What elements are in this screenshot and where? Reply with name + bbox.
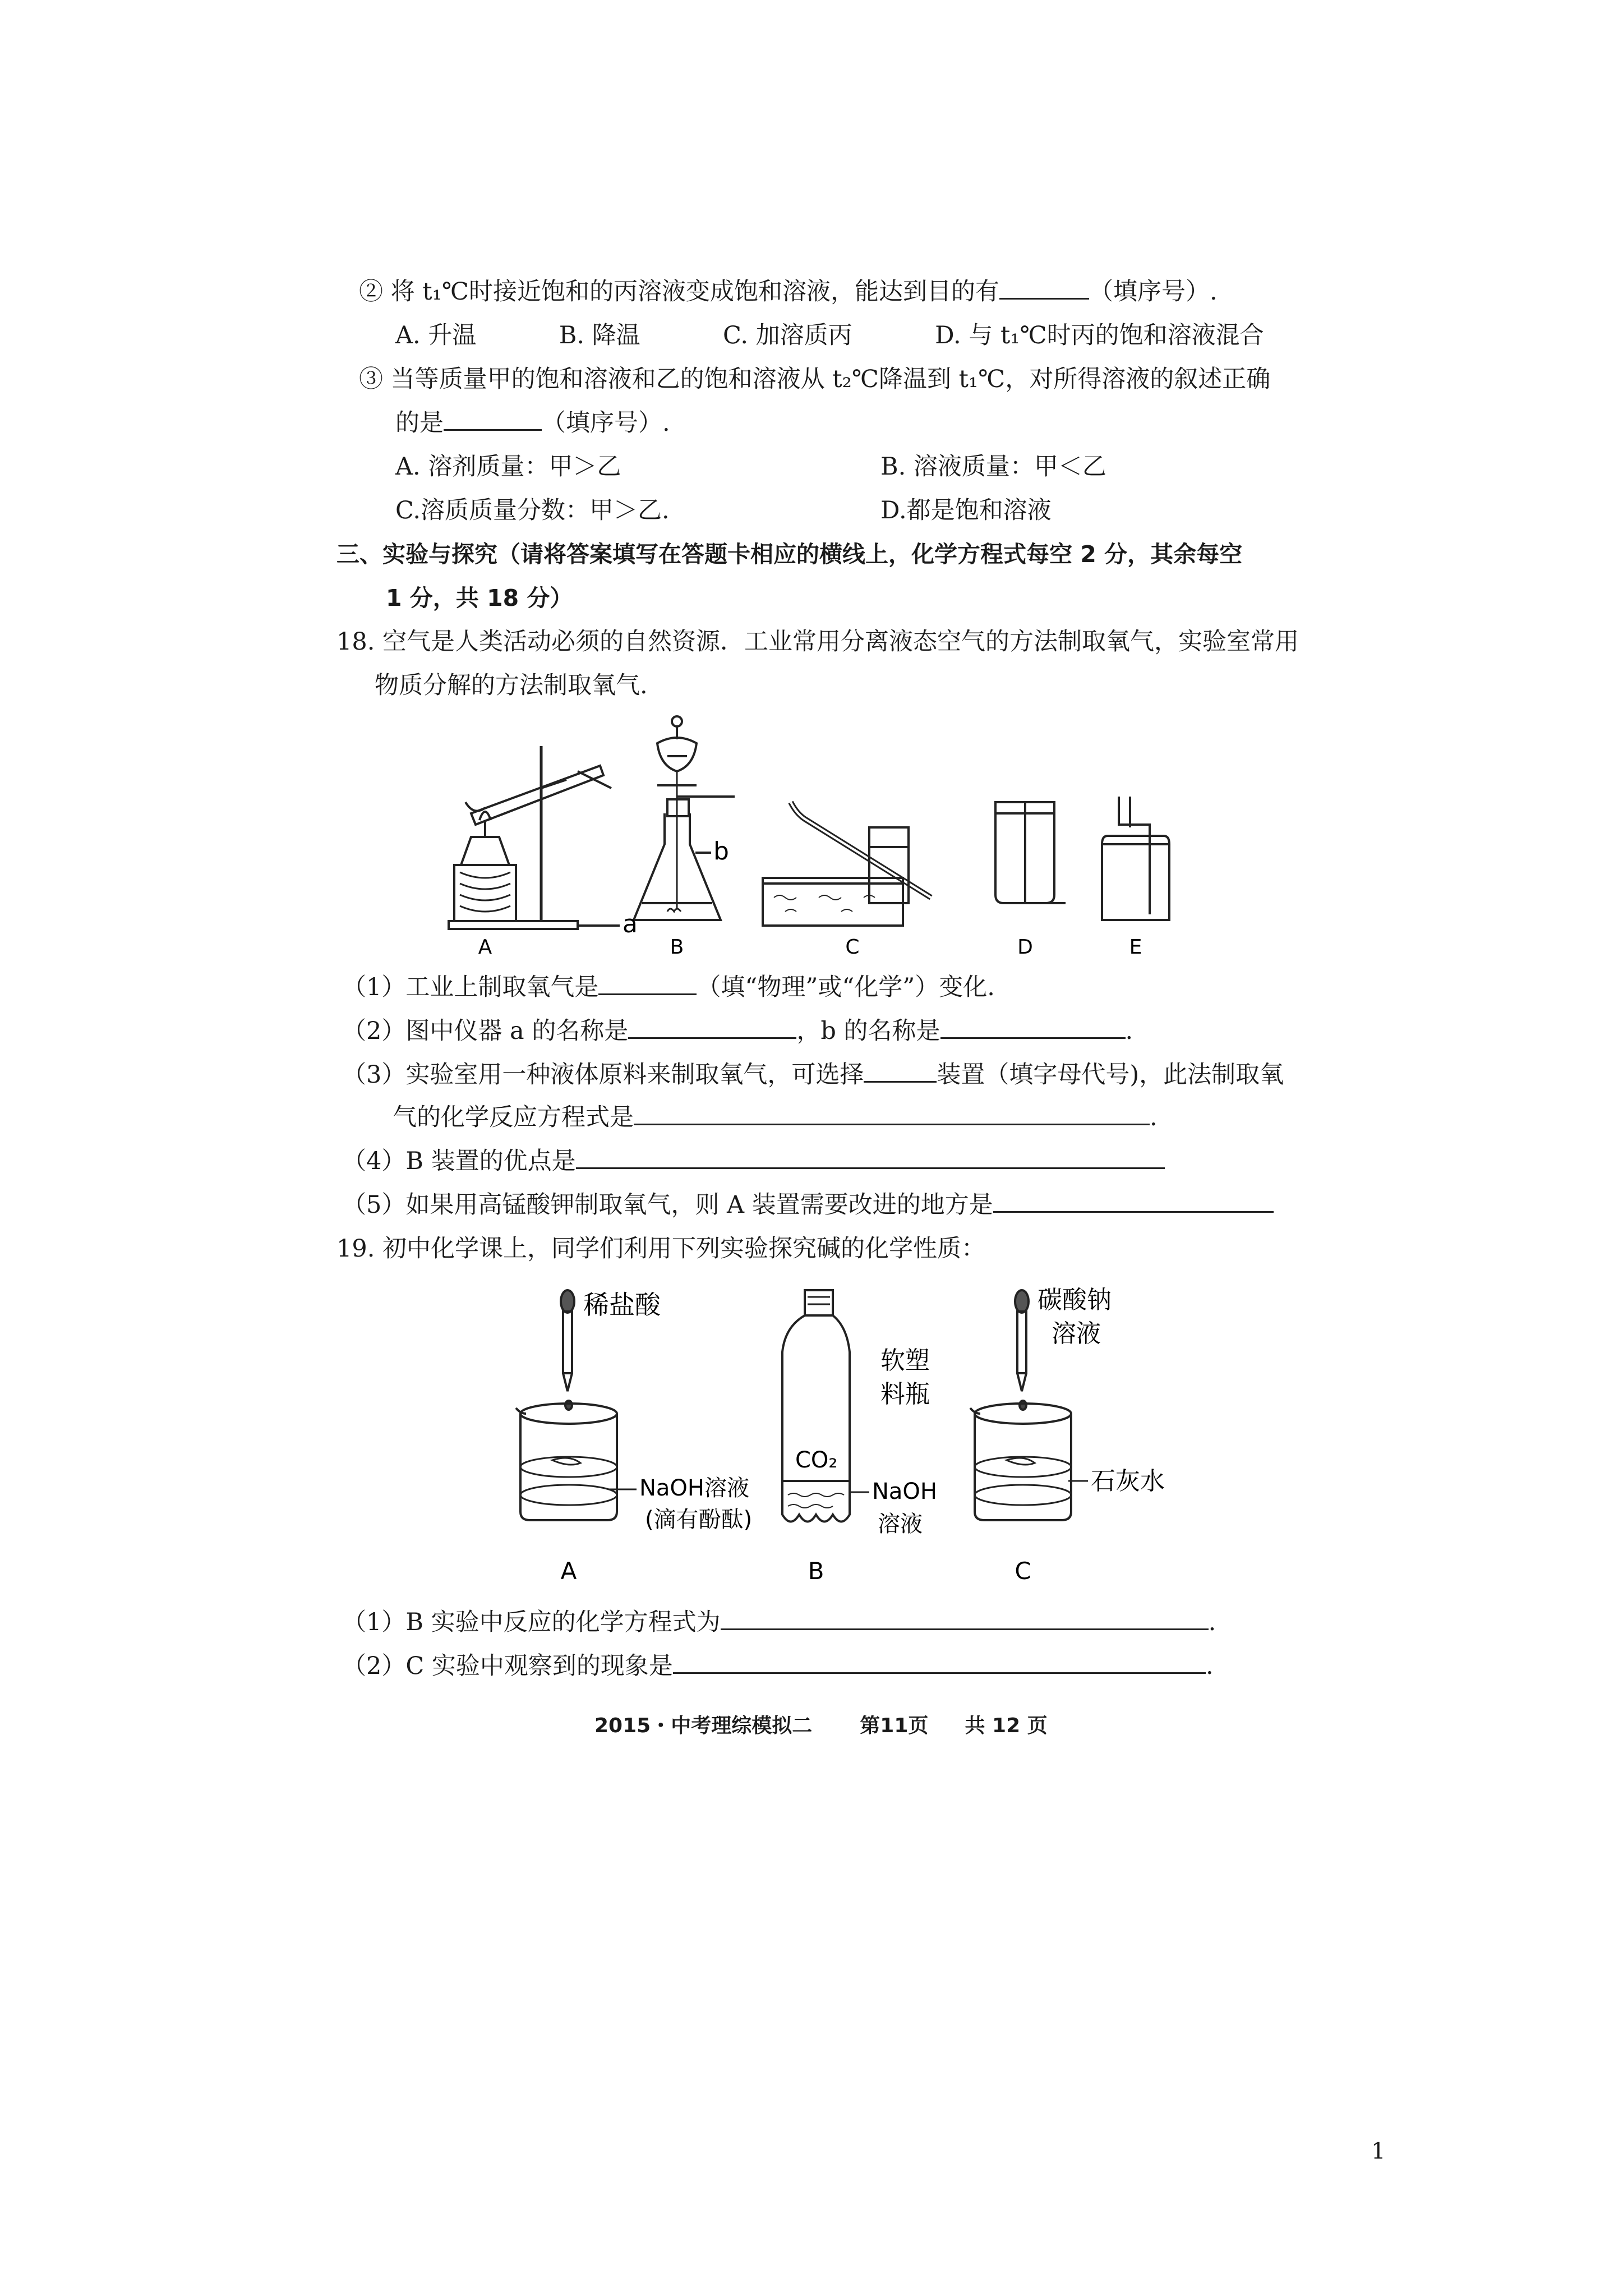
section-title: 三、实验与探究（请将答案填写在答题卡相应的横线上，化学方程式每空 2 分，其余每空 [336, 541, 1243, 568]
apparatus-c [763, 802, 931, 926]
q18-sub3-cont: 气的化学反应方程式是 . [393, 1101, 1158, 1134]
fig-label-b: B [670, 936, 684, 959]
q17-part3-line1: ③ 当等质量甲的饱和溶液和乙的饱和溶液从 t₂℃降温到 t₁℃，对所得溶液的叙述正确 [359, 365, 1271, 393]
fig-label-e: E [1129, 936, 1142, 959]
q18-sub3: （3）实验室用一种液体原料来制取氧气，可选择 装置（填字母代号)，此法制取氧 [342, 1058, 1284, 1092]
answer-blank[interactable] [999, 275, 1089, 300]
fig-label-b: B [808, 1557, 824, 1585]
fig-label-c: C [1015, 1557, 1031, 1585]
answer-blank[interactable] [940, 1015, 1126, 1039]
q18-sub4: （4）B 装置的优点是 [342, 1144, 1165, 1178]
q18-sub2: （2）图中仪器 a 的名称是 ，b 的名称是 . [342, 1014, 1133, 1048]
q17-option-b: B. 溶液质量：甲＜乙 [880, 453, 1106, 481]
soft-bottle-label-1: 软塑 [880, 1346, 930, 1375]
sodium-carbonate-label-1: 碳酸钠 [1038, 1286, 1112, 1314]
q17-part2-options [395, 319, 1264, 352]
instrument-label-b: b [713, 837, 729, 866]
naoh-label-1: NaOH [872, 1479, 937, 1504]
q17-option-c: C.溶质质量分数：甲＞乙. [395, 496, 670, 524]
fig-label-c: C [845, 936, 860, 959]
answer-blank[interactable] [634, 1101, 1150, 1125]
answer-blank[interactable] [721, 1606, 1209, 1630]
beaker-a [516, 1290, 637, 1520]
fig-label-a: A [560, 1557, 577, 1585]
soft-plastic-bottle [782, 1290, 869, 1522]
naoh-label-2: 溶液 [878, 1511, 923, 1537]
q17-option-d: D.都是饱和溶液 [880, 496, 1052, 524]
apparatus-a [449, 746, 620, 929]
q19-sub2: （2）C 实验中观察到的现象是 . [342, 1649, 1214, 1683]
naoh-solution-label: NaOH溶液 [639, 1475, 749, 1501]
q18-sub1: （1）工业上制取氧气是 （填“物理”或“化学”）变化. [342, 970, 995, 1004]
q19-experiment-figure [505, 1273, 1245, 1599]
answer-blank[interactable] [864, 1059, 937, 1083]
page-number: 1 [1371, 2138, 1386, 2164]
page-footer: 2015・中考理综模拟二 第11页 共 12 页 [594, 1714, 1048, 1737]
answer-blank[interactable] [628, 1015, 796, 1039]
answer-blank[interactable] [598, 971, 697, 995]
answer-blank[interactable] [576, 1145, 1165, 1169]
section-title-cont: 1 分，共 18 分） [386, 585, 573, 611]
dilute-hcl-label: 稀盐酸 [583, 1290, 661, 1320]
q18-apparatus-figure [426, 712, 1200, 959]
limewater-label: 石灰水 [1091, 1467, 1165, 1496]
sodium-carbonate-label-2: 溶液 [1052, 1319, 1101, 1348]
option-b: B. 降温 [559, 321, 640, 349]
apparatus-b [634, 716, 735, 920]
q19-sub1: （1）B 实验中反应的化学方程式为 . [342, 1605, 1216, 1639]
fig-label-d: D [1017, 936, 1033, 959]
q18-stem: 18. 空气是人类活动必须的自然资源．工业常用分离液态空气的方法制取氧气，实验室常用 [336, 628, 1299, 656]
q17-part3-line2: 的是 （填序号）. [395, 406, 670, 440]
answer-blank[interactable] [673, 1650, 1206, 1674]
fig-label-a: A [478, 936, 492, 959]
phenolphthalein-label: (滴有酚酞) [645, 1507, 753, 1533]
answer-blank[interactable] [444, 407, 542, 431]
option-c: C. 加溶质丙 [723, 321, 852, 349]
instrument-label-a: a [623, 910, 638, 938]
apparatus-d [995, 802, 1066, 903]
answer-blank[interactable] [993, 1189, 1274, 1213]
q19-stem: 19. 初中化学课上，同学们利用下列实验探究碱的化学性质： [336, 1235, 986, 1263]
q18-sub5: （5）如果用高锰酸钾制取氧气，则 A 装置需要改进的地方是 [342, 1188, 1274, 1222]
option-d: D. 与 t₁℃时丙的饱和溶液混合 [935, 321, 1264, 349]
co2-label: CO₂ [795, 1447, 838, 1473]
soft-bottle-label-2: 料瓶 [880, 1380, 930, 1409]
q18-stem-cont: 物质分解的方法制取氧气. [375, 671, 648, 700]
option-a: A. 升温 [395, 321, 477, 349]
q17-option-a: A. 溶剂质量：甲＞乙 [395, 453, 621, 481]
apparatus-e [1102, 797, 1169, 920]
q17-part2-line: ② 将 t₁℃时接近饱和的丙溶液变成饱和溶液，能达到目的有 （填序号）. [359, 275, 1218, 309]
